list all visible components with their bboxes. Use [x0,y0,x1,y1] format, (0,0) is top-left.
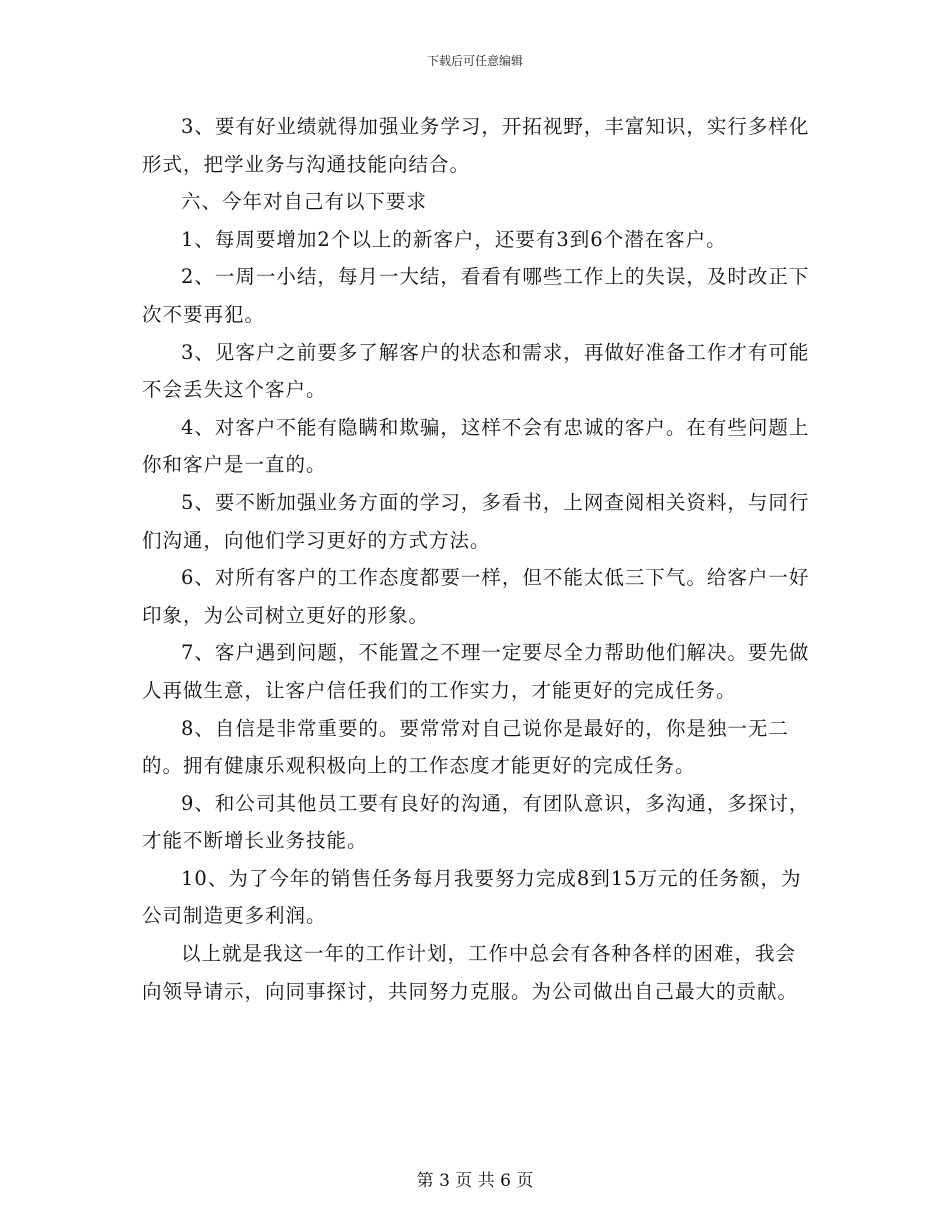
document-body [142,108,814,1010]
page-header: 下载后可任意编辑 [426,54,523,68]
paragraph: 4、对客户不能有隐瞒和欺骗，这样不会有忠诚的客户。在有些问题上你和客户是一直的。 [142,415,810,477]
paragraph: 5、要不断加强业务方面的学习，多看书，上网查阅相关资料，与同行们沟通，向他们学习更好的方式方法。 [142,490,810,552]
page-footer [0,1170,950,1192]
closing-paragraph: 以上就是我这一年的工作计划，工作中总会有各种各样的困难，我会向领导请示，向同事探讨，共同努力克服。为公司做出自己最大的贡献。 [142,942,799,1003]
paragraph: 3、见客户之前要多了解客户的状态和需求，再做好准备工作才有可能不会丢失这个客户。 [142,340,810,402]
paragraph: 8、自信是非常重要的。要常常对自己说你是最好的，你是独一无二的。拥有健康乐观积极向上的工作态度才能更好的完成任务。 [142,716,789,778]
paragraph: 6、对所有客户的工作态度都要一样，但不能太低三下气。给客户一好印象，为公司树立更好的形象。 [142,566,810,627]
paragraph: 1、每周要增加2个以上的新客户，还要有3到6个潜在客户。 [181,227,727,251]
paragraph: 9、和公司其他员工要有良好的沟通，有团队意识，多沟通，多探讨，才能不断增长业务技能。 [142,791,810,853]
paragraph: 10、为了今年的销售任务每月我要努力完成8到15万元的任务额，为公司制造更多利润。 [142,866,802,928]
page-number: 第 3 页 共 6 页 [416,1171,534,1191]
paragraph: 2、一周一小结，每月一大结，看看有哪些工作上的失误，及时改正下次不要再犯。 [142,265,810,326]
section-heading: 六、今年对自己有以下要求 [181,190,428,214]
paragraph: 3、要有好业绩就得加强业务学习，开拓视野，丰富知识，实行多样化形式，把学业务与沟通技能向结合。 [142,115,810,176]
paragraph: 7、客户遇到问题，不能置之不理一定要尽全力帮助他们解决。要先做人再做生意，让客户信任我们的工作实力，才能更好的完成任务。 [142,641,810,702]
